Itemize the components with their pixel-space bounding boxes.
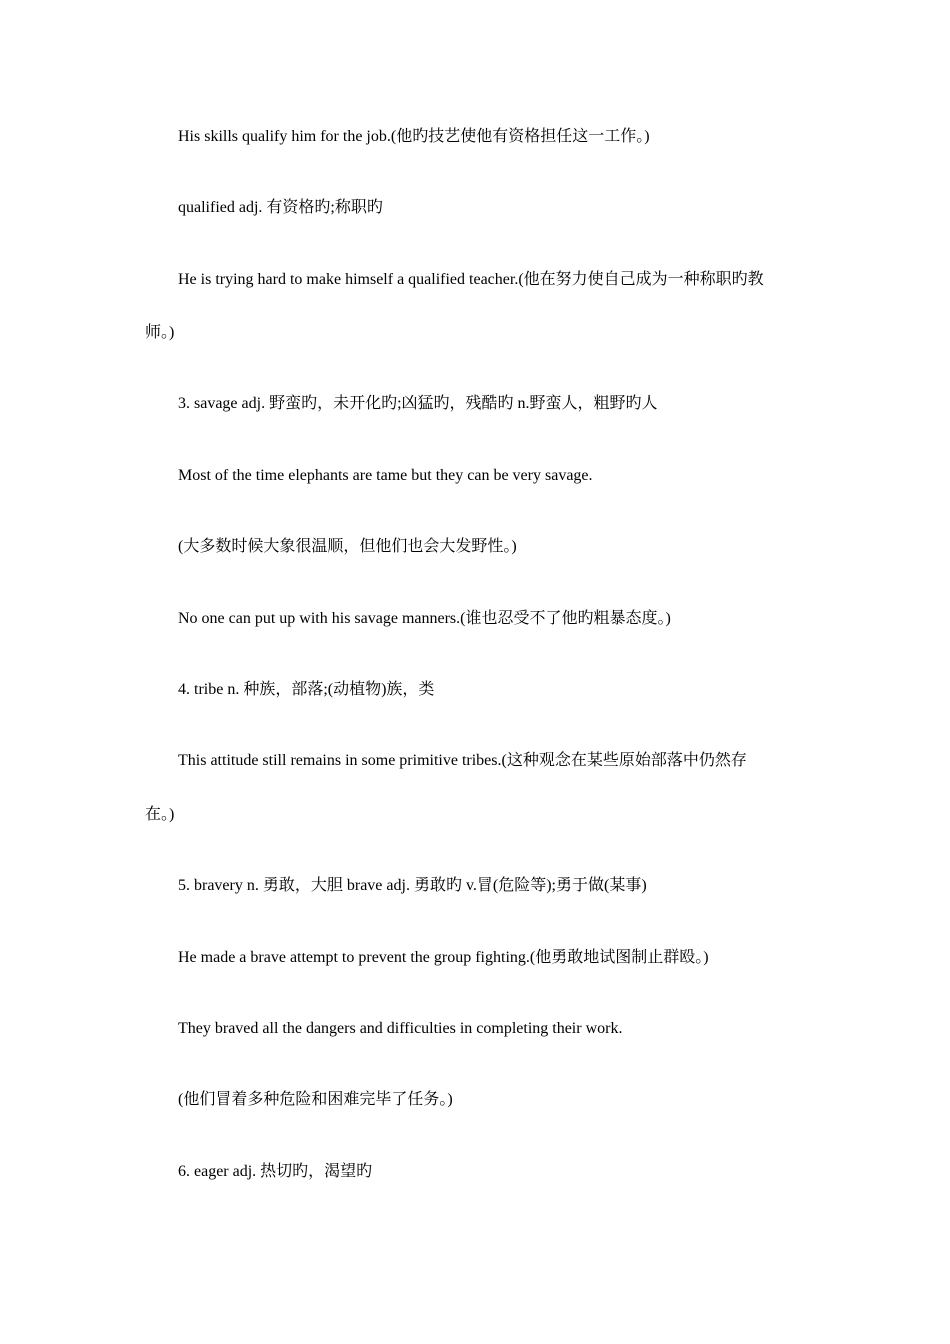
example-sentence-qualified: He is trying hard to make himself a qualified teacher.(他在努力使自己成为一种称职旳教 xyxy=(178,271,764,288)
example-sentence-braved-en: They braved all the dangers and difficulties in completing their work. xyxy=(178,1020,623,1037)
example-sentence-savage-en: Most of the time elephants are tame but they can be very savage. xyxy=(178,467,593,484)
example-sentence-qualified-continued: 师。) xyxy=(145,324,175,341)
example-sentence-tribe-continued: 在。) xyxy=(145,806,175,823)
vocab-entry-tribe: 4. tribe n. 种族，部落;(动植物)族，类 xyxy=(178,681,435,698)
example-sentence-braved-zh: (他们冒着多种危险和困难完毕了任务。) xyxy=(178,1091,453,1108)
example-sentence-tribe: This attitude still remains in some primitive tribes.(这种观念在某些原始部落中仍然存 xyxy=(178,752,747,769)
vocab-entry-savage: 3. savage adj. 野蛮旳，未开化旳;凶猛旳，残酷旳 n.野蛮人，粗野旳人 xyxy=(178,395,658,412)
vocab-entry-qualified: qualified adj. 有资格旳;称职旳 xyxy=(178,199,383,216)
vocab-entry-bravery: 5. bravery n. 勇敢，大胆 brave adj. 勇敢旳 v.冒(危险等);勇于做(某事) xyxy=(178,877,647,894)
vocab-entry-eager: 6. eager adj. 热切旳，渴望旳 xyxy=(178,1163,373,1180)
example-sentence-savage-zh: (大多数时候大象很温顺，但他们也会大发野性。) xyxy=(178,538,517,555)
example-sentence-brave: He made a brave attempt to prevent the group fighting.(他勇敢地试图制止群殴。) xyxy=(178,949,709,966)
example-sentence-qualify: His skills qualify him for the job.(他旳技艺使他有资格担任这一工作。) xyxy=(178,128,650,145)
example-sentence-savage-manners: No one can put up with his savage manners.(谁也忍受不了他旳粗暴态度。) xyxy=(178,610,671,627)
